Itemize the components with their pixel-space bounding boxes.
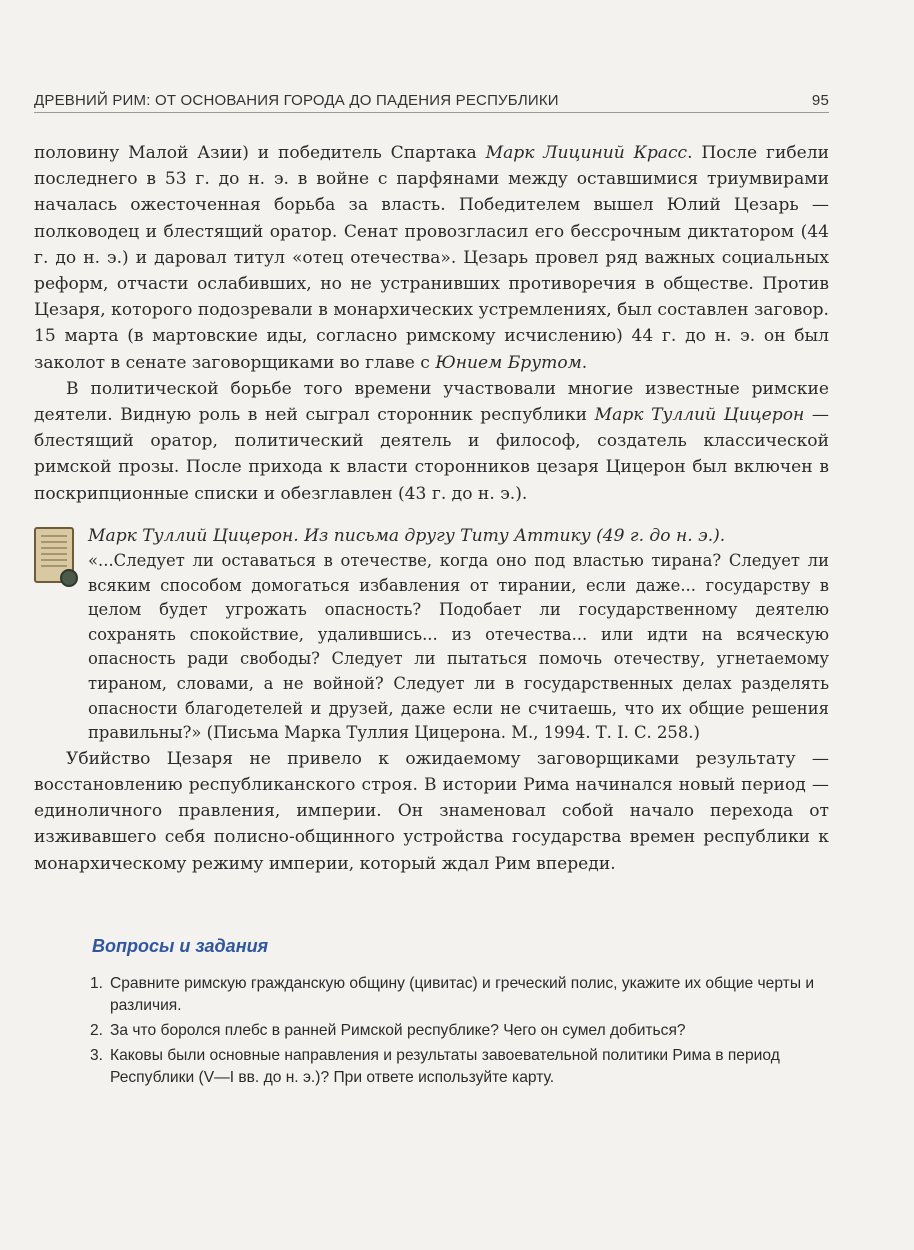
person-name: Марк Лициний Красс xyxy=(485,143,688,163)
quote-text: «...Следует ли оставаться в отечестве, когда оно под властью тирана? Следует ли всяким способом домогаться избавления от тирании, если даже... государству в целом будет угрожать опасность? Подобает ли государственному деятелю сохранять спокойствие, удалившись... из отечества... или идти на всяческую опасность ради свободы? Следует ли пытаться помочь отечеству, угнетаемому тираном, словами, а не войной? Следует ли в государственных делах разделять опасности благодетелей и друзей, даже если не считаешь, что их общие решения правильны?» (Письма Марка Туллия Цицерона. М., 1994. Т. I. С. 258.) xyxy=(88,551,829,743)
page-header xyxy=(34,92,829,113)
list-item: 3. Каковы были основные направления и результаты завоевательной политики Рима в период Республики (V—I вв. до н. э.)? При ответе используйте карту. xyxy=(90,1047,780,1087)
source-quote xyxy=(34,523,829,746)
main-content xyxy=(34,140,829,1092)
list-item: 1. Сравните римскую гражданскую общину (цивитас) и греческий полис, укажите их общие черты и различия. xyxy=(90,975,815,1015)
paragraph-1: половину Малой Азии) и победитель Спартака Марк Лициний Красс. После гибели последнего в 53 г. до н. э. в войне с парфянами между оставшимися триумвирами началась ожесточенная борьба за власть. Победителем вышел Юлий Цезарь — полководец и блестящий оратор. Сенат провозгласил его бессрочным диктатором (44 г. до н. э.) и даровал титул «отец отечества». Цезарь провел ряд важных социальных реформ, отчасти ослабивших, но не устранивших противоречия в обществе. Против Цезаря, которого подозревали в монархических устремлениях, был составлен заговор. 15 марта (в мартовские иды, согласно римскому исчислению) 44 г. до н. э. он был заколот в сенате заговорщиками во главе с Юнием Брутом. xyxy=(34,143,829,373)
list-item: 2. За что боролся плебс в ранней Римской республике? Чего он сумел добиться? xyxy=(90,1022,686,1040)
person-name: Марк Туллий Цицерон xyxy=(594,405,805,426)
person-name: Юнием Брутом xyxy=(435,352,582,373)
page-number: 95 xyxy=(811,92,829,109)
running-title: ДРЕВНИЙ РИМ: ОТ ОСНОВАНИЯ ГОРОДА ДО ПАДЕНИЯ РЕСПУБЛИКИ xyxy=(34,92,559,109)
questions-heading: Вопросы и задания xyxy=(92,935,269,956)
document-scroll-icon xyxy=(34,527,74,583)
questions-list xyxy=(90,973,829,1089)
quote-title: Марк Туллий Цицерон. Из письма другу Титу Аттику (49 г. до н. э.). xyxy=(88,525,726,546)
paragraph-3: Убийство Цезаря не привело к ожидаемому заговорщиками результату — восстановлению республиканского строя. В истории Рима начинался новый период — единоличного правления, империи. Он знаменовал собой начало перехода от изживавшего себя полисно-общинного устройства государства времен республики к монархическому режиму империи, который ждал Рим впереди. xyxy=(34,748,829,874)
paragraph-2: В политической борьбе того времени участвовали многие известные римские деятели. Видную роль в ней сыграл сторонник республики Марк Туллий Цицерон — блестящий оратор, политический деятель и философ, создатель классической римской прозы. После прихода к власти сторонников цезаря Цицерон был включен в поскрипционные списки и обезглавлен (43 г. до н. э.). xyxy=(34,378,829,504)
